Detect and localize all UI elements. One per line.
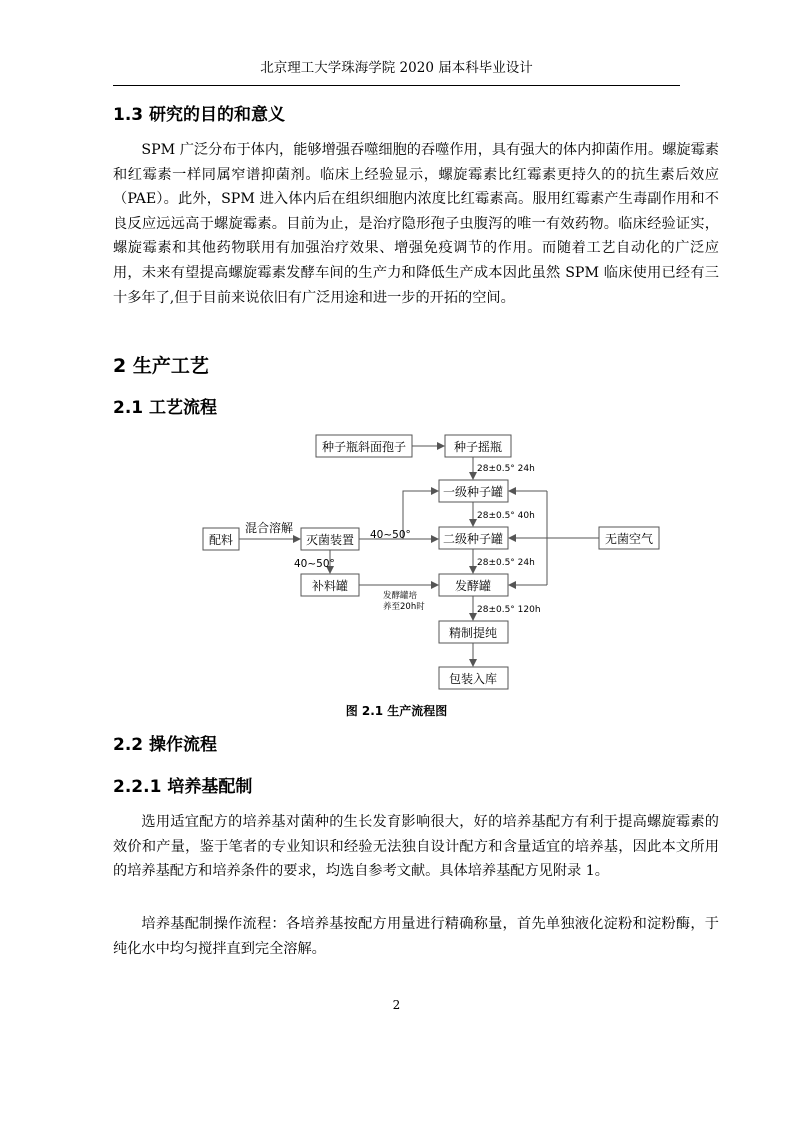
figure-caption: 图 2.1 生产流程图 xyxy=(345,704,448,718)
box-seed-slant xyxy=(316,435,412,457)
box-sterilizer xyxy=(301,528,359,550)
box-feed-tank xyxy=(301,574,359,596)
box-primary-seed-tank xyxy=(439,480,508,502)
section-heading-2-2-1: 2.2.1 培养基配制 xyxy=(113,777,253,797)
box-fermentation-tank-label: 发酵罐 xyxy=(454,579,492,593)
box-ingredients xyxy=(203,528,239,550)
box-ingredients-label: 配料 xyxy=(208,533,234,547)
condition-label-2: 28±0.5° 40h xyxy=(477,511,535,521)
box-refine xyxy=(439,621,508,643)
paragraph-medium-choice: 选用适宜配方的培养基对菌种的生长发育影响很大，好的培养基配方有利于提高螺旋霉素的效价和产量，鉴于笔者的专业知识和经验无法独自设计配方和含量适宜的培养基，因此本文所用的培养基配方和培养条件的要求，均选自参考文献。具体培养基配方见附录 1。 xyxy=(113,814,719,880)
temperature-label-1: 40~50° xyxy=(370,529,411,541)
page-header: 北京理工大学珠海学院 2020 届本科毕业设计 xyxy=(113,55,680,86)
box-sterile-air-label: 无菌空气 xyxy=(604,532,654,546)
feed-note-line-2: 养至20h时 xyxy=(383,602,425,612)
box-feed-tank-label: 补料罐 xyxy=(311,579,349,593)
box-seed-slant-label: 种子瓶斜面孢子 xyxy=(321,440,407,454)
paragraph-medium-procedure: 培养基配制操作流程：各培养基按配方用量进行精确称量，首先单独液化淀粉和淀粉酶，于纯化水中均匀搅拌直到完全溶解。 xyxy=(113,916,719,957)
section-heading-2-2: 2.2 操作流程 xyxy=(113,735,218,755)
condition-label-1: 28±0.5° 24h xyxy=(477,464,535,474)
section-heading-1-3: 1.3 研究的目的和意义 xyxy=(113,105,286,125)
box-seed-flask xyxy=(445,435,511,457)
paragraph-purpose: SPM 广泛分布于体内，能够增强吞噬细胞的吞噬作用，具有强大的体内抑菌作用。螺旋霉素和红霉素一样同属窄谱抑菌剂。临床上经验显示，螺旋霉素比红霉素更持久的的抗生素后效应（PAE）。此外，SPM 进入体内后在组织细胞内浓度比红霉素高。服用红霉素产生毒副作用和不良反应远远高于螺旋霉素。目前为止，是治疗隐形孢子虫腹泻的唯一有效药物。临床经验证实，螺旋霉素和其他药物联用有加强治疗效果、增强免疫调节的作用。而随着工艺自动化的广泛应用，未来有望提高螺旋霉素发酵车间的生产力和降低生产成本因此虽然 SPM 临床使用已经有三十多年了,但于目前来说依旧有广泛用途和进一步的开拓的空间。 xyxy=(113,142,719,306)
section-heading-2: 2 生产工艺 xyxy=(113,355,209,377)
box-secondary-seed-tank-label: 二级种子罐 xyxy=(442,532,504,546)
box-secondary-seed-tank xyxy=(439,527,508,549)
section-heading-2-1: 2.1 工艺流程 xyxy=(113,398,218,418)
box-sterilizer-label: 灭菌装置 xyxy=(305,533,355,547)
feed-note-line-1: 发酵罐培 xyxy=(383,591,418,601)
condition-label-3: 28±0.5° 24h xyxy=(477,558,535,568)
box-refine-label: 精制提纯 xyxy=(448,626,498,640)
box-seed-flask-label: 种子摇瓶 xyxy=(453,440,503,454)
condition-label-4: 28±0.5° 120h xyxy=(477,605,541,615)
box-primary-seed-tank-label: 一级种子罐 xyxy=(442,485,504,499)
mix-dissolve-label: 混合溶解 xyxy=(245,521,294,535)
page-number: 2 xyxy=(392,998,401,1012)
box-package xyxy=(439,667,508,689)
temperature-label-2: 40~50° xyxy=(294,558,335,570)
box-fermentation-tank xyxy=(439,574,508,596)
box-sterile-air xyxy=(599,527,659,549)
box-package-label: 包装入库 xyxy=(448,672,498,686)
